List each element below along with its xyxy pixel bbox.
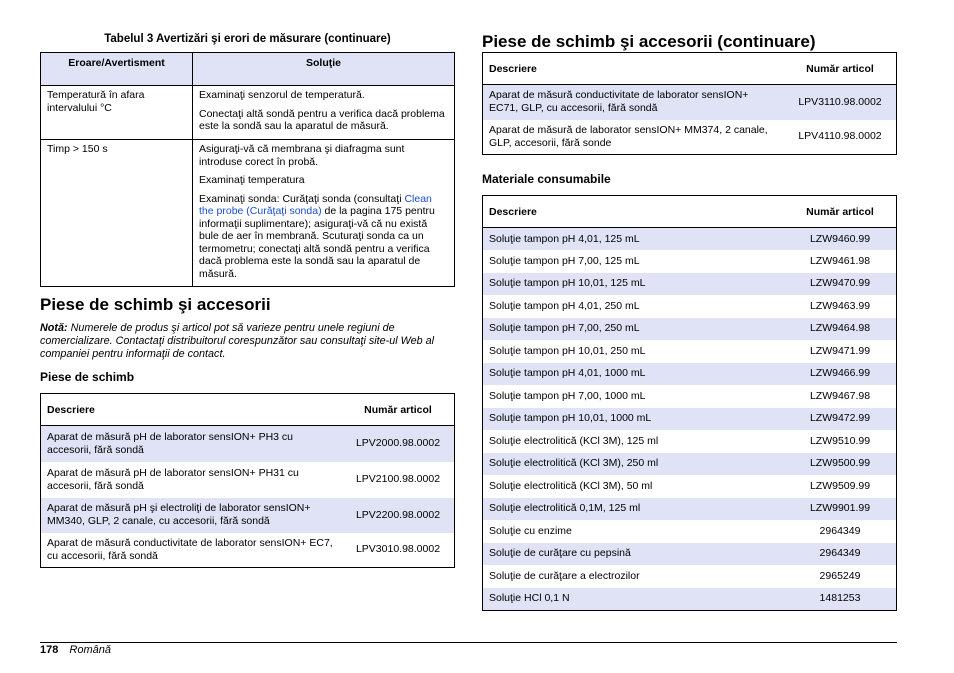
table-row <box>483 475 897 498</box>
table-row <box>483 588 897 611</box>
table-row <box>483 543 897 566</box>
consumable-description: Soluţie tampon pH 4,01, 125 mL <box>483 228 785 251</box>
consumable-description: Soluţie tampon pH 4,01, 250 mL <box>489 299 640 312</box>
section-title-continued: Piese de schimb şi accesorii (continuare) <box>482 32 816 51</box>
part-description: Aparat de măsură pH şi electroliţi de laborator sensION+ MM340, GLP, 2 canale, cu accesorii, fără sondă <box>41 498 343 533</box>
consumable-number: LZW9471.99 <box>809 344 871 357</box>
footer-divider <box>40 642 897 643</box>
table-row <box>483 318 897 341</box>
consumable-description: Soluţie HCl 0,1 N <box>483 588 785 611</box>
page-number: 178 <box>40 644 59 656</box>
table-row <box>483 295 897 318</box>
table-row <box>483 363 897 386</box>
table-row <box>41 498 455 533</box>
consumable-number: LZW9461.98 <box>809 254 871 267</box>
col-header-description: Descriere <box>47 403 95 416</box>
table-row <box>483 228 897 251</box>
part-number: LPV2100.98.0002 <box>355 473 441 485</box>
cont-table-wrap <box>482 52 897 155</box>
note-label: Notă: <box>40 322 68 334</box>
part-description: Aparat de măsură conductivitate de laborator sensION+ EC71, GLP, cu accesorii, fără sondă <box>483 85 785 120</box>
col-header-description: Descriere <box>489 62 537 75</box>
consumable-description: Soluţie electrolitică (KCl 3M), 50 ml <box>489 479 653 492</box>
table-row <box>483 85 897 120</box>
error-table-wrap <box>40 52 455 287</box>
consumable-number: LZW9510.99 <box>809 434 871 447</box>
col-header-item-number: Număr articol <box>806 62 874 75</box>
consumable-description: Soluţie tampon pH 7,00, 250 mL <box>483 318 785 341</box>
consumable-description: Soluţie cu enzime <box>489 524 572 537</box>
solution-paragraph <box>199 193 448 281</box>
part-number: LPV3010.98.0002 <box>355 543 441 556</box>
consumable-number: LZW9472.99 <box>784 408 897 431</box>
consumable-number: LZW9463.99 <box>809 299 871 312</box>
table-row <box>483 340 897 363</box>
consumable-number: LZW9466.99 <box>784 363 897 386</box>
table-row <box>483 520 897 543</box>
part-description: Aparat de măsură pH de laborator sensION+ PH31 cu accesorii, fără sondă <box>47 466 299 492</box>
consumables-subtitle: Materiale consumabile <box>482 172 611 186</box>
col-header-description: Descriere <box>489 205 537 218</box>
consumable-description: Soluţie tampon pH 10,01, 250 mL <box>489 344 646 357</box>
table-row <box>483 408 897 431</box>
col-header-solution: Soluţie <box>193 53 455 86</box>
table-row <box>483 498 897 521</box>
table-row <box>483 273 897 296</box>
note <box>40 322 455 361</box>
parts-table-header <box>41 394 455 426</box>
note-text: Numerele de produs şi articol pot să varieze pentru unele regiuni de comercializare. Contactaţi distribuitorul corespunzător sau consultaţi site-ul Web al companiei pentru informaţii de contact. <box>40 322 435 360</box>
table-row <box>483 120 897 155</box>
consumable-number: LZW9467.98 <box>809 389 871 402</box>
consumable-description: Soluţie electrolitică (KCl 3M), 125 ml <box>489 434 659 447</box>
table-row <box>41 140 455 287</box>
accessories-continued-table <box>482 52 897 155</box>
solution-paragraph: Asiguraţi-vă că membrana şi diafragma sunt introduse corect în probă. <box>199 143 405 168</box>
consumable-description: Soluţie de curăţare a electrozilor <box>489 569 640 582</box>
table-row <box>41 462 455 498</box>
solution-paragraph: Examinaţi temperatura <box>199 174 305 186</box>
consumables-table <box>482 195 897 611</box>
footer-language: Română <box>69 644 111 656</box>
section-title: Piese de schimb şi accesorii <box>40 295 271 314</box>
part-number: LPV2200.98.0002 <box>342 498 455 533</box>
parts-table-wrap <box>40 393 455 568</box>
consumable-description: Soluţie electrolitică 0,1M, 125 ml <box>483 498 785 521</box>
table-row <box>483 430 897 453</box>
part-number: LPV2000.98.0002 <box>342 426 455 462</box>
consumable-number: LZW9500.99 <box>784 453 897 476</box>
consumable-description: Soluţie tampon pH 10,01, 1000 mL <box>483 408 785 431</box>
solution-text: Examinaţi sonda: Curăţaţi sonda (consultaţi <box>199 192 405 205</box>
solution-paragraph: Conectaţi altă sondă pentru a verifica dacă problema este la sondă sau la aparatul de măsură. <box>199 107 445 132</box>
error-cell: Temperatură în afara intervalului °C <box>41 86 193 140</box>
consumable-description: Soluţie electrolitică (KCl 3M), 250 ml <box>483 453 785 476</box>
consumables-table-header <box>483 196 897 228</box>
table-row <box>483 385 897 408</box>
consumable-number: 2964349 <box>819 524 861 537</box>
error-cell: Timp > 150 s <box>41 140 193 287</box>
clean-probe-link[interactable]: Clean the probe (Curăţaţi sonda) <box>199 192 432 217</box>
consumable-number: 2964349 <box>784 543 897 566</box>
col-header-error: Eroare/Avertisment <box>41 53 193 86</box>
consumable-description: Soluţie de curăţare cu pepsină <box>483 543 785 566</box>
consumable-number: LZW9464.98 <box>784 318 897 341</box>
part-description: Aparat de măsură de laborator sensION+ MM374, 2 canale, GLP, accesorii, fără sonde <box>489 123 768 149</box>
consumable-number: LZW9901.99 <box>784 498 897 521</box>
part-description: Aparat de măsură pH de laborator sensION+ PH3 cu accesorii, fără sondă <box>41 426 343 462</box>
table-row <box>483 453 897 476</box>
page-footer <box>40 644 111 656</box>
solution-text: de la pagina 175 pentru informaţii suplimentare); asiguraţi-vă că nu există bule de aer în membrană. Scuturaţi sonda ca un termometru; conectaţi altă sondă pentru a verifica dacă problema este la sondă sau la aparatul de măsură. <box>199 205 435 280</box>
cont-table-header <box>483 53 897 85</box>
consumable-description: Soluţie tampon pH 7,00, 1000 mL <box>489 389 646 402</box>
consumable-number: 1481253 <box>784 588 897 611</box>
consumable-description: Soluţie tampon pH 7,00, 125 mL <box>489 254 640 267</box>
consumables-table-wrap <box>482 195 897 611</box>
parts-subtitle: Piese de schimb <box>40 370 135 384</box>
col-header-item-number: Număr articol <box>806 205 874 218</box>
parts-table <box>40 393 455 568</box>
table-caption: Tabelul 3 Avertizări şi erori de măsurare (continuare) <box>104 33 391 45</box>
consumable-description: Soluţie tampon pH 4,01, 1000 mL <box>483 363 785 386</box>
error-table <box>40 52 455 287</box>
part-number: LPV3110.98.0002 <box>784 85 897 120</box>
solution-cell <box>193 140 455 287</box>
table-row <box>41 533 455 568</box>
table-row <box>483 250 897 273</box>
table-row <box>483 565 897 588</box>
solution-cell <box>193 86 455 140</box>
col-header-item-number: Număr articol <box>364 403 432 416</box>
solution-paragraph: Examinaţi senzorul de temperatură. <box>199 89 365 101</box>
consumable-description: Soluţie tampon pH 10,01, 125 mL <box>483 273 785 296</box>
consumable-number: 2965249 <box>819 569 861 582</box>
error-table-header <box>41 53 455 86</box>
consumable-number: LZW9470.99 <box>784 273 897 296</box>
table-row <box>41 426 455 462</box>
consumable-number: LZW9460.99 <box>784 228 897 251</box>
part-number: LPV4110.98.0002 <box>798 130 882 143</box>
table-row <box>41 86 455 140</box>
consumable-number: LZW9509.99 <box>809 479 871 492</box>
part-description: Aparat de măsură conductivitate de laborator sensION+ EC7, cu accesorii, fără sondă <box>47 536 333 562</box>
